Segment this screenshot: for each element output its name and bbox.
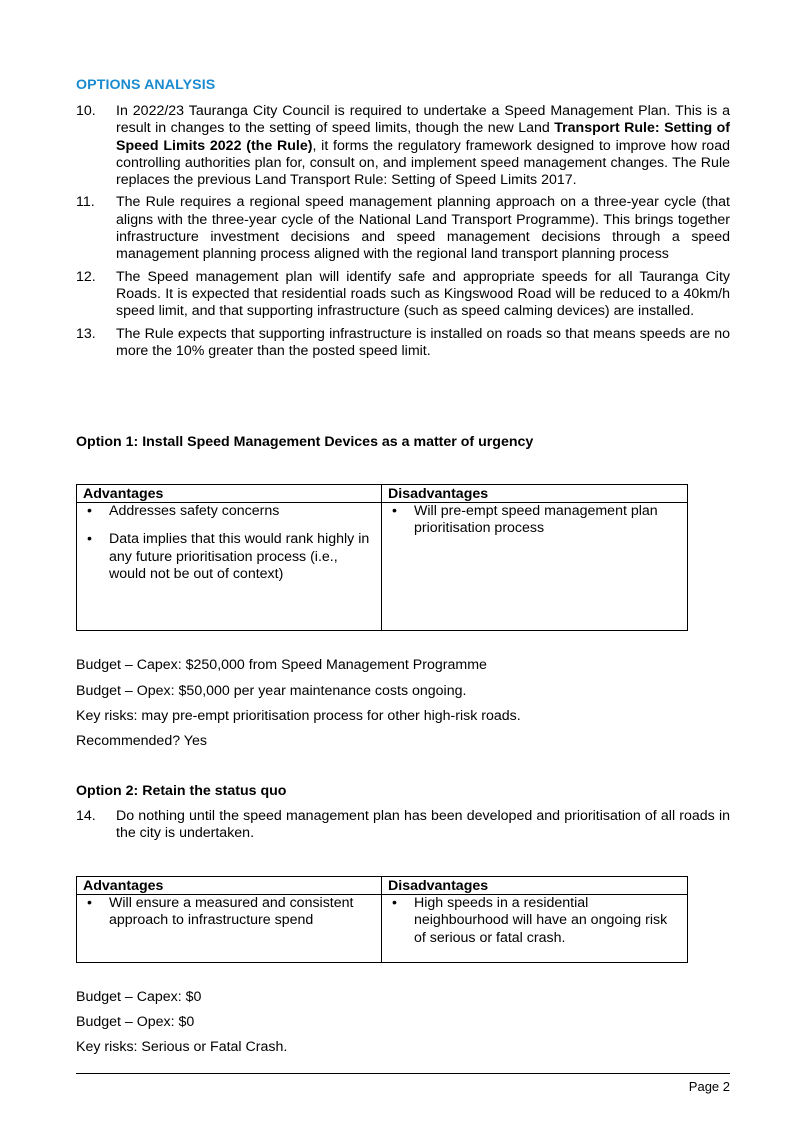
item-text: Do nothing until the speed management plan has been developed and prioritisation of all roads in the city is undertaken. [116, 808, 730, 842]
item-number: 11. [76, 194, 95, 211]
advantages-cell [77, 503, 382, 631]
advantages-header: Advantages [77, 485, 382, 503]
option1-title: Option 1: Install Speed Management Devices as a matter of urgency [76, 434, 534, 450]
list-item [76, 103, 730, 189]
rule-name: Transport Rule: Setting of Speed Limits 2022 (the Rule) [116, 120, 730, 154]
item-text: In 2022/23 Tauranga City Council is required to undertake a Speed Management Plan. This is a result in changes to the setting of speed limits, though the new Land [116, 103, 730, 137]
disadvantages-header: Disadvantages [382, 485, 688, 503]
numbered-list [76, 103, 730, 365]
advantage-item: • Addresses safety concerns [83, 503, 375, 520]
item-text: The Speed management plan will identify safe and appropriate speeds for all Tauranga City Roads. It is expected that residential roads such as Kingswood Road will be reduced to a 40km/h speed limit, and that supporting infrastructure (such as speed calming devices) are installed. [116, 268, 730, 320]
list-item [76, 269, 730, 321]
advantages-cell [77, 895, 382, 963]
advantages-header: Advantages [77, 877, 382, 895]
disadvantages-header: Disadvantages [382, 877, 688, 895]
option1-budget-opex: Budget – Opex: $50,000 per year maintenance costs ongoing. [76, 683, 467, 699]
list-item [76, 808, 730, 843]
item-number: 10. [76, 103, 96, 119]
advantage-item: • Will ensure a measured and consistent approach to infrastructure spend [83, 895, 375, 930]
option2-budget-opex: Budget – Opex: $0 [76, 1014, 195, 1030]
item-text-cont: , it forms the regulatory framework designed to improve how road controlling authorities plan for, consult on, and implement speed management changes. The Rule replaces the previous Land Transport Rule: Setting of Speed Limits 2017. [116, 137, 730, 189]
option2-title: Option 2: Retain the status quo [76, 783, 287, 799]
disadvantage-item: • Will pre-empt speed management plan prioritisation process [388, 503, 681, 538]
option2-budget-capex: Budget – Capex: $0 [76, 989, 202, 1005]
disadvantages-cell [382, 503, 688, 631]
option1-key-risks: Key risks: may pre-empt prioritisation process for other high-risk roads. [76, 708, 521, 724]
option2-key-risks: Key risks: Serious or Fatal Crash. [76, 1039, 288, 1055]
item-number: 14. [76, 808, 96, 824]
disadvantages-cell [382, 895, 688, 963]
option1-budget-capex: Budget – Capex: $250,000 from Speed Management Programme [76, 657, 487, 673]
footer-divider [76, 1073, 730, 1074]
option1-recommended: Recommended? Yes [76, 733, 207, 749]
options-analysis-heading: OPTIONS ANALYSIS [76, 77, 216, 93]
page-number: Page 2 [688, 1079, 730, 1094]
option1-table [76, 484, 688, 631]
list-item [76, 326, 730, 361]
numbered-list [76, 808, 730, 848]
item-number: 12. [76, 268, 96, 285]
item-number: 13. [76, 325, 96, 342]
item-text: The Rule requires a regional speed management planning approach on a three-year cycle (that aligns with the three-year cycle of the National Land Transport Programme). This brings together infrastructure investment decisions and speed management decisions through a speed management planning process aligned with the regional land transport planning process [116, 194, 730, 263]
item-text: The Rule expects that supporting infrastructure is installed on roads so that means speeds are no more the 10% greater than the posted speed limit. [116, 325, 730, 359]
disadvantage-item: • High speeds in a residential neighbourhood will have an ongoing risk of serious or fatal crash. [388, 895, 681, 947]
option2-table [76, 876, 688, 963]
list-item [76, 194, 730, 263]
advantage-item: • Data implies that this would rank highly in any future prioritisation process (i.e., would not be out of context) [83, 531, 375, 583]
